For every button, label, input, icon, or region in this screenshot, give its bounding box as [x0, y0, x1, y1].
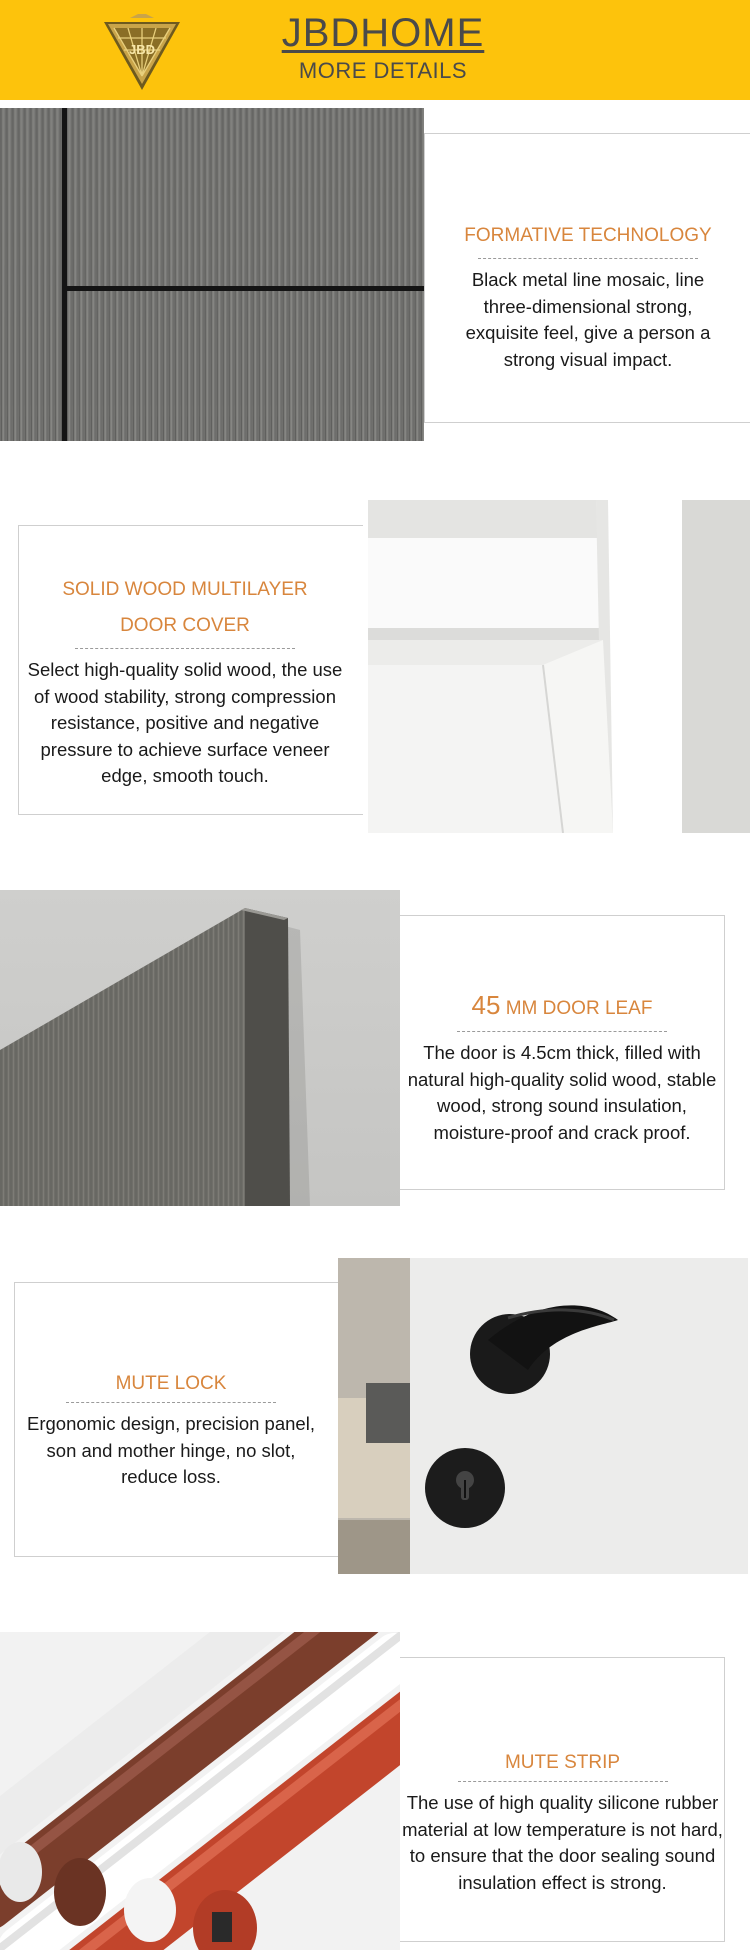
brand-block	[0, 10, 750, 86]
header-banner	[0, 0, 750, 100]
title-unit: MM DOOR LEAF	[505, 998, 653, 1019]
feature-text-formative	[448, 218, 728, 373]
svg-text:JBD: JBD	[128, 42, 156, 57]
feature-text-door-leaf	[402, 987, 722, 1146]
feature-text-mute-lock	[18, 1366, 324, 1491]
title-number: 45	[471, 990, 501, 1020]
wood-panel-image	[0, 108, 424, 441]
feature-description: Select high-quality solid wood, the use of wood stability, strong compression resistance, positive and negative pressure to achieve surface veneer edge, smooth touch.	[27, 659, 343, 786]
door-leaf-image	[0, 890, 400, 1206]
dashed-divider	[458, 1781, 668, 1782]
feature-title: MUTE LOCK	[115, 1373, 227, 1394]
dashed-divider	[478, 258, 698, 259]
feature-description: The use of high quality silicone rubber material at low temperature is not hard, to ensure that the door sealing sound insulation effect is strong.	[402, 1792, 723, 1893]
feature-title: FORMATIVE TECHNOLOGY	[464, 225, 712, 246]
door-frame-image	[368, 500, 750, 833]
feature-title-line1: SOLID WOOD MULTILAYER	[62, 579, 308, 600]
dashed-divider	[66, 1402, 276, 1403]
rubber-strip-image	[0, 1632, 400, 1950]
feature-title-line2: DOOR COVER	[120, 615, 250, 636]
feature-title: MUTE STRIP	[504, 1752, 621, 1773]
door-lock-image	[338, 1258, 748, 1574]
feature-text-mute-strip	[400, 1745, 725, 1896]
feature-description: Ergonomic design, precision panel, son and mother hinge, no slot, reduce loss.	[27, 1413, 315, 1487]
feature-title	[402, 987, 722, 1027]
feature-description: Black metal line mosaic, line three-dimensional strong, exquisite feel, give a person a strong visual impact.	[465, 269, 711, 370]
dashed-divider	[457, 1031, 667, 1032]
brand-name: JBDHOME	[281, 11, 485, 55]
feature-description: The door is 4.5cm thick, filled with natural high-quality solid wood, stable wood, strong sound insulation, moisture-proof and crack proof.	[407, 1042, 717, 1143]
brand-subtitle: MORE DETAILS	[298, 58, 468, 83]
feature-text-solid-wood	[20, 572, 350, 790]
dashed-divider	[75, 648, 295, 649]
